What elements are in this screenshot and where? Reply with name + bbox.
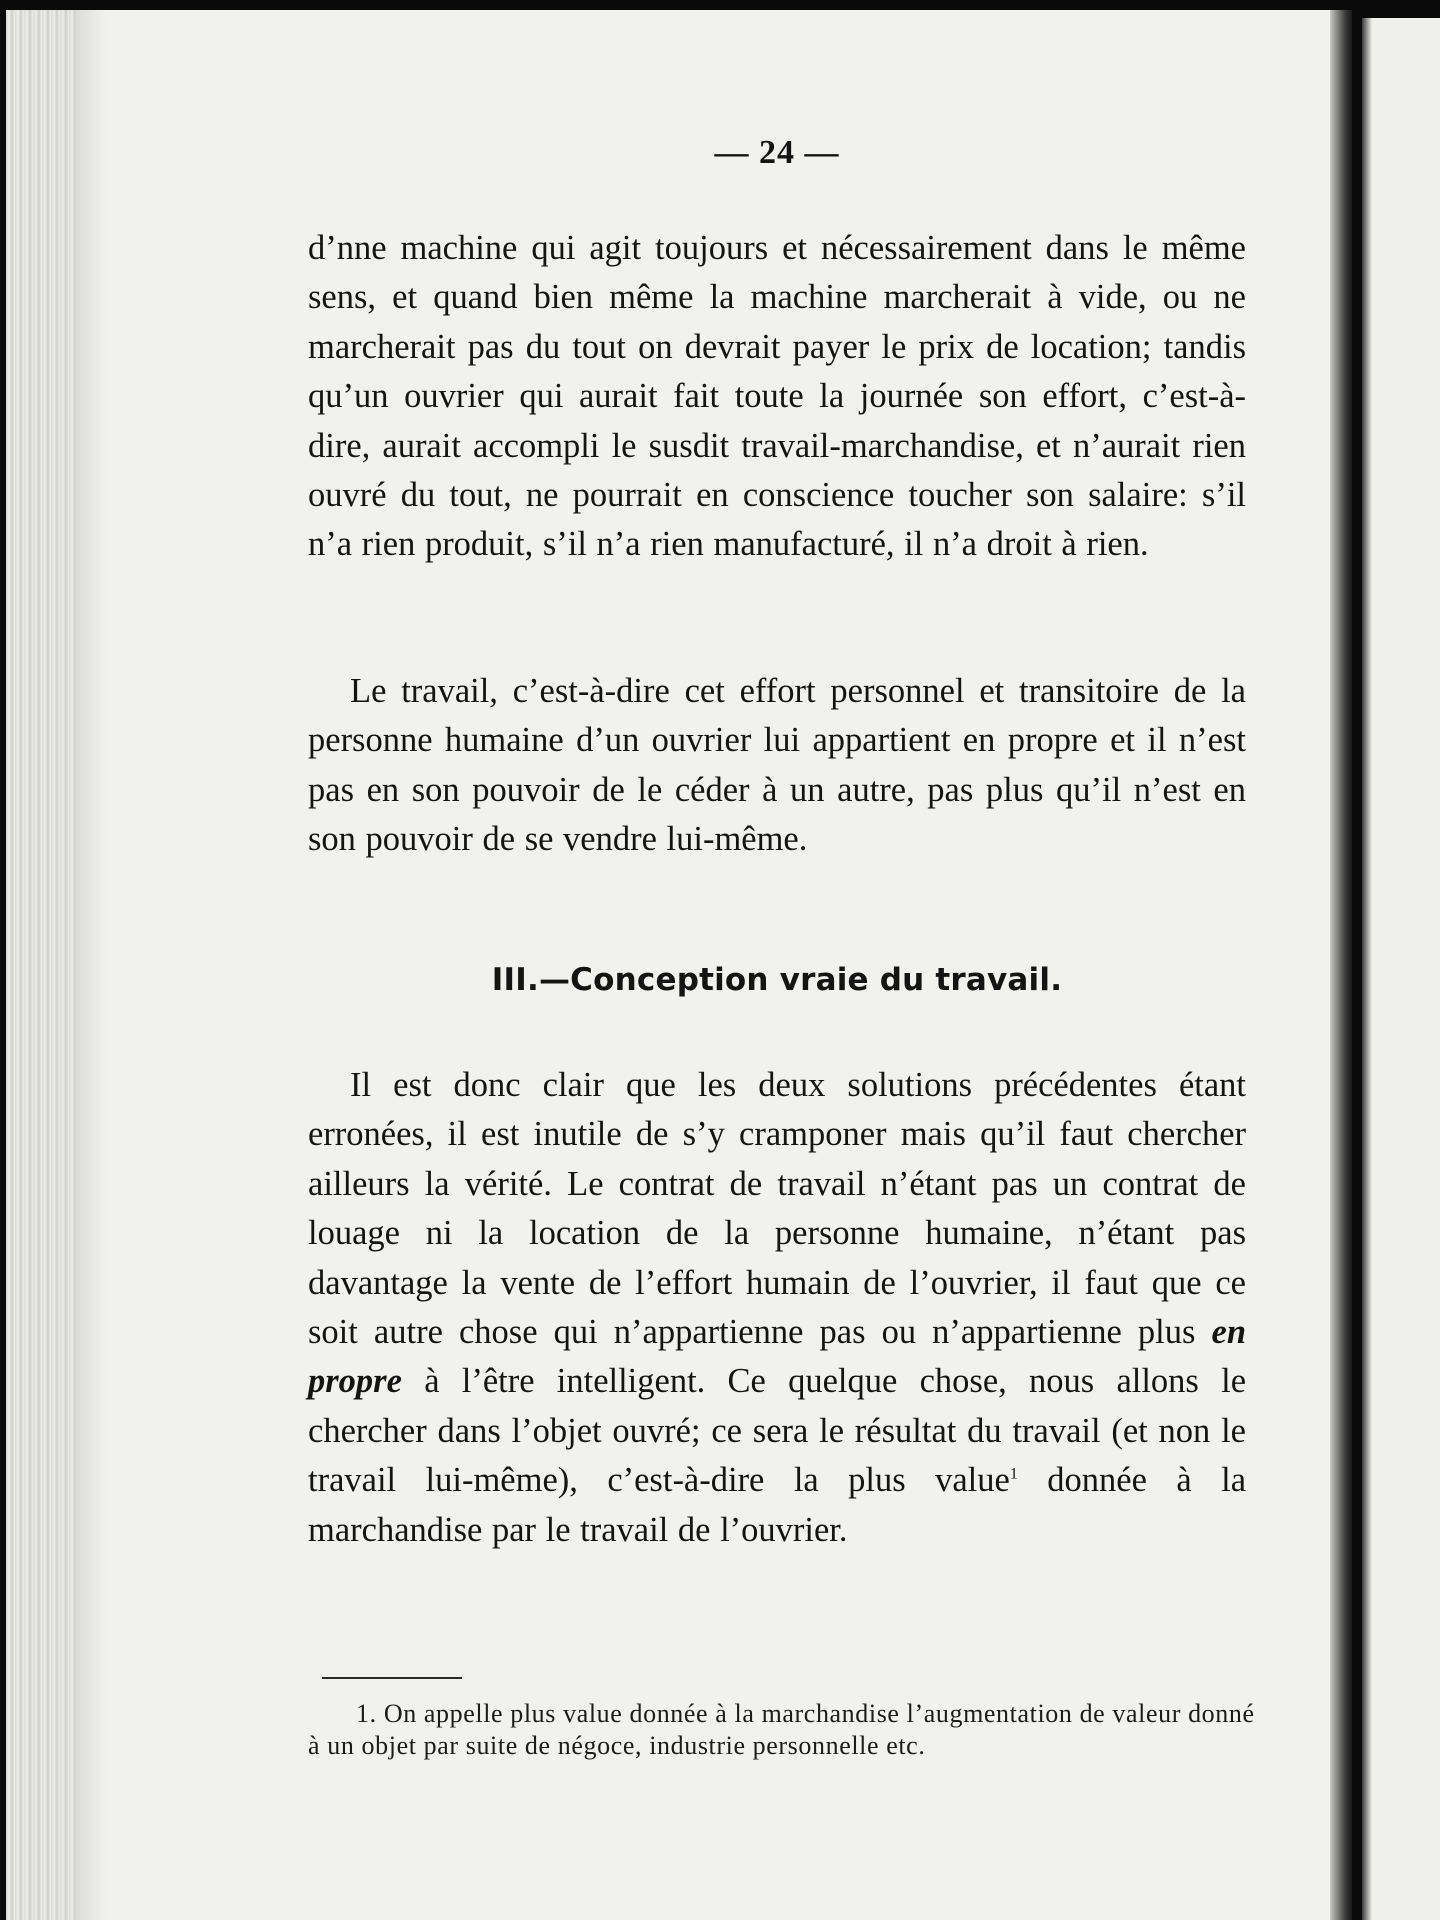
footnote-rule <box>322 1677 462 1679</box>
adjacent-page-edge <box>1362 18 1440 1920</box>
section-heading: III.—Conception vraie du travail. <box>491 962 1063 998</box>
paragraph-3-part-c: donnée à la marchandise par le travail de l’ouvrier. <box>308 1461 1247 1549</box>
footnote-reference: 1 <box>1009 1465 1018 1483</box>
paragraph-3 <box>308 1061 1246 1555</box>
paragraph-2: Le travail, c’est-à-dire cet effort personnel et transitoire de la personne humaine d’un ouvrier lui appartient en propre et il n’est pas en son pouvoir de le céder à un autre, pas plus qu’il n’est en son pouvoir de se vendre lui-même. <box>308 672 1246 859</box>
spine-shadow <box>1330 10 1352 1920</box>
footnote-text: On appelle plus value donnée à la marchandise l’augmentation de valeur donné à un objet par suite de négoce, industrie personnelle etc. <box>308 1699 1255 1760</box>
paragraph-3-part-a: Il est donc clair que les deux solutions précédentes étant erronées, il est inutile de s’y cramponer mais qu’il faut chercher ailleurs la vérité. Le contrat de travail n’étant pas un contrat de louage ni la location de la personne humaine, n’étant pas davantage la vente de l’effort humain de l’ouvrier, il faut que ce soit autre chose qui n’appartienne pas ou n’appartienne plus <box>308 1066 1246 1352</box>
page-edge-stack <box>6 10 76 1920</box>
footnote <box>308 1698 1258 1762</box>
footnote-number: 1. <box>356 1699 377 1728</box>
paragraph-3-part-b: à l’être intelligent. Ce quelque chose, nous allons le chercher dans l’objet ouvré; ce sera le résultat du travail (et non le travail lui-même), c’est-à-dire la plus value <box>308 1362 1247 1500</box>
emphasis-en-propre: en propre <box>308 1313 1247 1401</box>
book-page <box>6 10 1352 1920</box>
page-number: — 24 — <box>714 134 840 171</box>
paragraph-1: d’nne machine qui agit toujours et nécessairement dans le même sens, et quand bien même la machine marcherait à vide, ou ne marcherait pas du tout on devrait payer le prix de location; tandis qu’un ouvrier qui aurait fait toute la journée son effort, c’est-à-dire, aurait accompli le susdit travail-marchandise, et n’aurait rien ouvré du tout, ne pourrait en conscience toucher son salaire: s’il n’a rien produit, s’il n’a rien manufacturé, il n’a droit à rien. <box>308 229 1246 564</box>
